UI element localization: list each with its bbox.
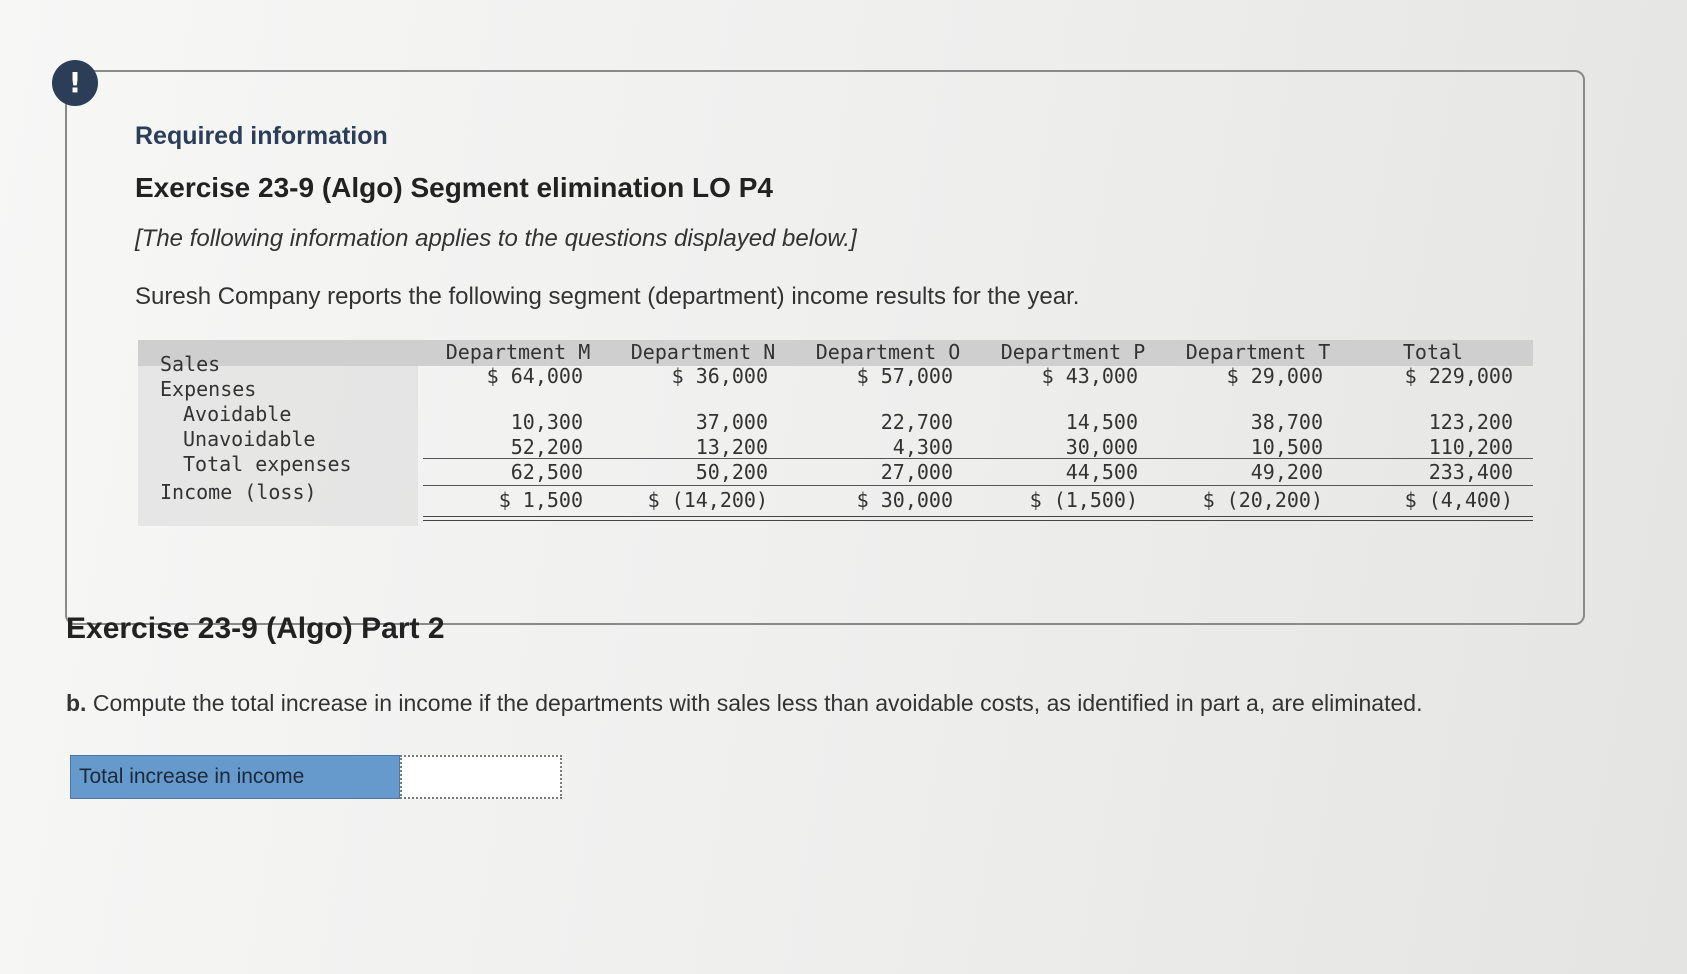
cell-unavoidable: 4,300 (892, 435, 953, 459)
total-increase-income-input[interactable] (400, 755, 562, 799)
cell-unavoidable: 110,200 (1428, 435, 1513, 459)
cell-total-expenses: 233,400 (1428, 460, 1513, 484)
answer-label: Total increase in income (70, 755, 400, 799)
question-prefix: b. (66, 690, 87, 716)
row-label-expenses: Expenses (160, 377, 257, 401)
cell-total-expenses: 49,200 (1250, 460, 1323, 484)
column-dept-o (793, 340, 953, 530)
col-header-dept-p: Department P (1000, 340, 1146, 364)
cell-unavoidable: 52,200 (510, 435, 583, 459)
cell-income: $ 1,500 (498, 488, 583, 512)
col-header-total: Total (1402, 340, 1464, 364)
column-total (1353, 340, 1513, 530)
cell-income: $ (20,200) (1202, 488, 1323, 512)
cell-total-expenses: 62,500 (510, 460, 583, 484)
cell-avoidable: 22,700 (880, 410, 953, 434)
row-label-unavoidable: Unavoidable (183, 427, 316, 451)
cell-income: $ (14,200) (647, 488, 768, 512)
question-text (66, 690, 1422, 717)
col-header-dept-o: Department O (815, 340, 961, 364)
subtotal-rule (423, 458, 1533, 459)
cell-sales: $ 64,000 (486, 364, 583, 388)
col-header-dept-n: Department N (630, 340, 776, 364)
total-rule (423, 485, 1533, 486)
question-body: Compute the total increase in income if the departments with sales less than avoidable costs, as identified in part a, are eliminated. (92, 690, 1423, 716)
column-dept-m (423, 340, 583, 530)
cell-avoidable: 37,000 (695, 410, 768, 434)
cell-income: $ (4,400) (1404, 488, 1513, 512)
cell-sales: $ 57,000 (856, 364, 953, 388)
column-dept-n (608, 340, 768, 530)
col-header-dept-m: Department M (445, 340, 591, 364)
row-label-total-expenses: Total expenses (183, 452, 352, 476)
row-label-income: Income (loss) (160, 480, 317, 504)
cell-income: $ (1,500) (1029, 488, 1138, 512)
column-dept-p (978, 340, 1138, 530)
cell-total-expenses: 27,000 (880, 460, 953, 484)
cell-sales: $ 43,000 (1041, 364, 1138, 388)
row-label-avoidable: Avoidable (183, 402, 292, 426)
cell-sales: $ 229,000 (1404, 364, 1513, 388)
cell-unavoidable: 30,000 (1065, 435, 1138, 459)
cell-unavoidable: 13,200 (695, 435, 768, 459)
cell-sales: $ 36,000 (671, 364, 768, 388)
alert-icon: ! (52, 60, 98, 106)
cell-avoidable: 38,700 (1250, 410, 1323, 434)
income-double-rule (423, 516, 1533, 521)
cell-income: $ 30,000 (856, 488, 953, 512)
col-header-dept-t: Department T (1185, 340, 1331, 364)
cell-avoidable: 10,300 (510, 410, 583, 434)
part2-title: Exercise 23-9 (Algo) Part 2 (66, 612, 445, 645)
row-label-sales: Sales (160, 352, 221, 376)
info-note: [The following information applies to the questions displayed below.] (135, 225, 857, 252)
cell-avoidable: 123,200 (1428, 410, 1513, 434)
cell-total-expenses: 44,500 (1065, 460, 1138, 484)
exercise-title: Exercise 23-9 (Algo) Segment elimination LO P4 (135, 172, 773, 203)
cell-total-expenses: 50,200 (695, 460, 768, 484)
intro-text: Suresh Company reports the following segment (department) income results for the year. (135, 283, 1080, 310)
column-dept-t (1163, 340, 1323, 530)
cell-avoidable: 14,500 (1065, 410, 1138, 434)
cell-unavoidable: 10,500 (1250, 435, 1323, 459)
cell-sales: $ 29,000 (1226, 364, 1323, 388)
required-info-heading: Required information (135, 122, 388, 150)
